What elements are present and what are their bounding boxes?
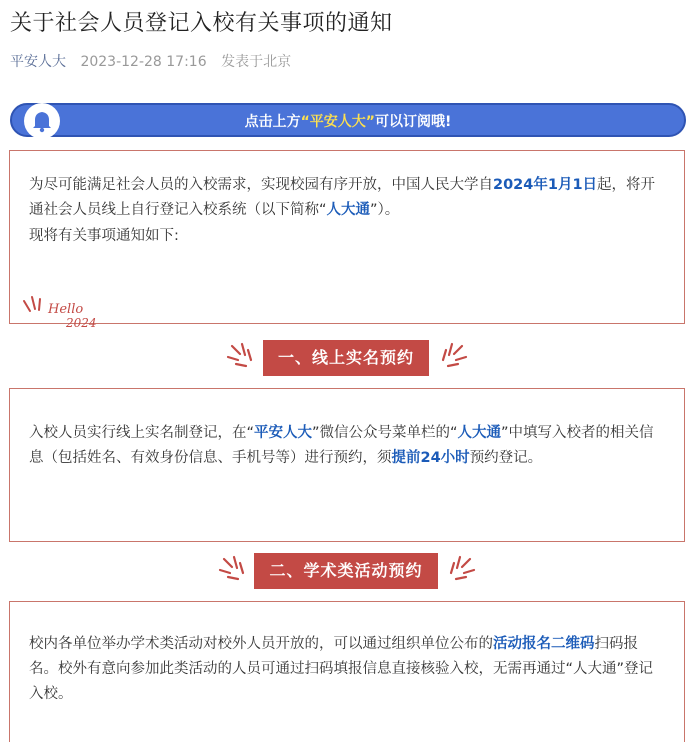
section2-box <box>9 601 685 742</box>
subscribe-text <box>12 111 684 131</box>
system-highlight: 人大通 <box>457 425 502 441</box>
account-highlight: 平安人大 <box>254 425 313 441</box>
article-meta <box>10 51 291 71</box>
section1-box <box>9 388 685 542</box>
section1-paragraph: 入校人员实行线上实名制登记，在“平安人大”微信公众号菜单栏的“人大通”中填写入校者的相关信息（包括姓名、有效身份信息、手机号等）进行预约，须提前24小时预约登记。 <box>29 425 654 466</box>
section-heading-1 <box>0 340 696 380</box>
section2-paragraph: 校内各单位举办学术类活动对校外人员开放的，可以通过组织单位公布的活动报名二维码扫码报名。校外有意向参加此类活动的人员可通过扫码填报信息直接核验入校，无需再通过“人大通”登记入校。 <box>29 636 654 702</box>
account-name-link[interactable]: 平安人大 <box>10 54 66 70</box>
publish-location: 发表于北京 <box>221 54 292 70</box>
section-title-1: 一、线上实名预约 <box>263 340 429 376</box>
hello-text: Hello <box>48 302 84 317</box>
subscribe-pre: 点击上方 <box>244 114 301 130</box>
section-heading-2 <box>0 553 696 593</box>
intro-followup: 现将有关事项通知如下: <box>29 228 179 244</box>
burst-left-icon <box>224 340 258 376</box>
burst-right-icon <box>436 340 470 376</box>
hello-2024-decoration <box>18 291 128 335</box>
intro-paragraph: 为尽可能满足社会人员的入校需求，实现校园有序开放，中国人民大学自2024年1月1日起，将开通社会人员线上自行登记入校系统（以下简称“人大通”）。 <box>29 177 656 218</box>
start-date: 2024年1月1日 <box>493 177 598 193</box>
system-name: 人大通 <box>326 202 371 218</box>
publish-datetime: 2023-12-28 17:16 <box>80 54 207 70</box>
subscribe-banner[interactable] <box>10 103 686 137</box>
burst-right-icon <box>444 553 478 589</box>
advance-notice-highlight: 提前24小时 <box>391 450 470 466</box>
subscribe-post: 可以订阅哦! <box>375 114 452 130</box>
qr-signup-highlight: 活动报名二维码 <box>493 636 595 652</box>
intro-box <box>9 150 685 330</box>
section-title-2: 二、学术类活动预约 <box>254 553 438 589</box>
article-title: 关于社会人员登记入校有关事项的通知 <box>10 11 393 36</box>
year-text: 2024 <box>66 316 97 330</box>
subscribe-account-highlight: “平安人大” <box>300 114 375 130</box>
burst-left-icon <box>216 553 250 589</box>
